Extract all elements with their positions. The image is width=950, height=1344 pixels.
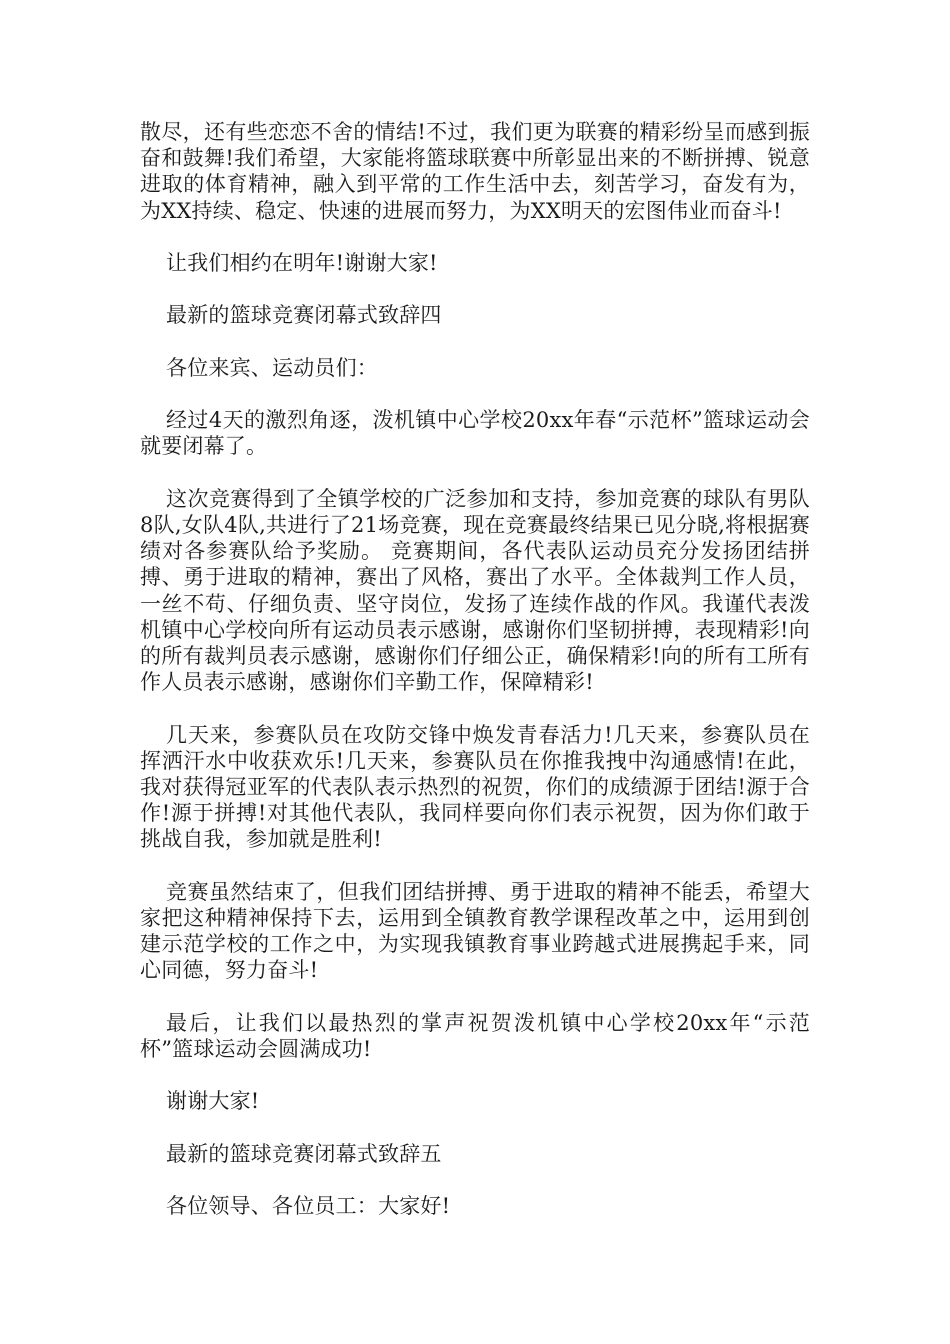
paragraph-final-congratulations: 最后，让我们以最热烈的掌声祝贺泼机镇中心学校20xx年“示范杯”篮球运动会圆满成功! — [140, 1010, 810, 1061]
paragraph-thanks: 谢谢大家! — [166, 1089, 260, 1114]
paragraph-closing-invitation: 让我们相约在明年!谢谢大家! — [166, 251, 438, 275]
salutation-leaders-staff: 各位领导、各位员工：大家好! — [166, 1194, 451, 1219]
document-body — [140, 119, 810, 1246]
section-heading-speech-four: 最新的篮球竞赛闭幕式致辞四 — [166, 303, 442, 328]
paragraph-opening: 经过4天的激烈角逐，泼机镇中心学校20xx年春“示范杯”篮球运动会就要闭幕了。 — [140, 408, 810, 459]
paragraph-competition-summary: 这次竞赛得到了全镇学校的广泛参加和支持，参加竞赛的球队有男队8队,女队4队,共进行了21场竞赛，现在竞赛最终结果已见分晓,将根据赛绩对各参赛队给予奖励。 竞赛期间，各代表队运动员充分发扬团结拼搏、勇于进取的精神，赛出了风格，赛出了水平。全体裁判工作人员，一丝不苟、仔细负责、坚守岗位，发扬了连续作战的作风。我谨代表泼机镇中心学校向所有运动员表示感谢，感谢你们坚韧拼搏，表现精彩!向的所有裁判员表示感谢，感谢你们仔细公正，确保精彩!向的所有工所有作人员表示感谢，感谢你们辛勤工作，保障精彩! — [140, 486, 810, 695]
section-heading-speech-five: 最新的篮球竞赛闭幕式致辞五 — [166, 1141, 442, 1166]
paragraph-continued-text: 散尽，还有些恋恋不舍的情结!不过，我们更为联赛的精彩纷呈而感到振奋和鼓舞!我们希望，大家能将篮球联赛中所彰显出来的不断拼搏、锐意进取的体育精神，融入到平常的工作生活中去，刻苦学习，奋发有为，为XX持续、稳定、快速的进展而努力，为XX明天的宏图伟业而奋斗! — [140, 120, 810, 223]
paragraph-spirit: 竞赛虽然结束了，但我们团结拼搏、勇于进取的精神不能丢，希望大家把这种精神保持下去，运用到全镇教育教学课程改革之中，运用到创建示范学校的工作之中，为实现我镇教育事业跨越式进展携起手来，同心同德，努力奋斗! — [140, 879, 810, 983]
paragraph-congratulations: 几天来，参赛队员在攻防交锋中焕发青春活力!几天来，参赛队员在挥洒汗水中收获欢乐!几天来，参赛队员在你推我拽中沟通感情!在此，我对获得冠亚军的代表队表示热烈的祝贺，你们的成绩源于团结!源于合作!源于拼搏!对其他代表队，我同样要向你们表示祝贺，因为你们敢于挑战自我，参加就是胜利! — [140, 722, 810, 852]
salutation-guests-athletes: 各位来宾、运动员们： — [166, 355, 378, 380]
